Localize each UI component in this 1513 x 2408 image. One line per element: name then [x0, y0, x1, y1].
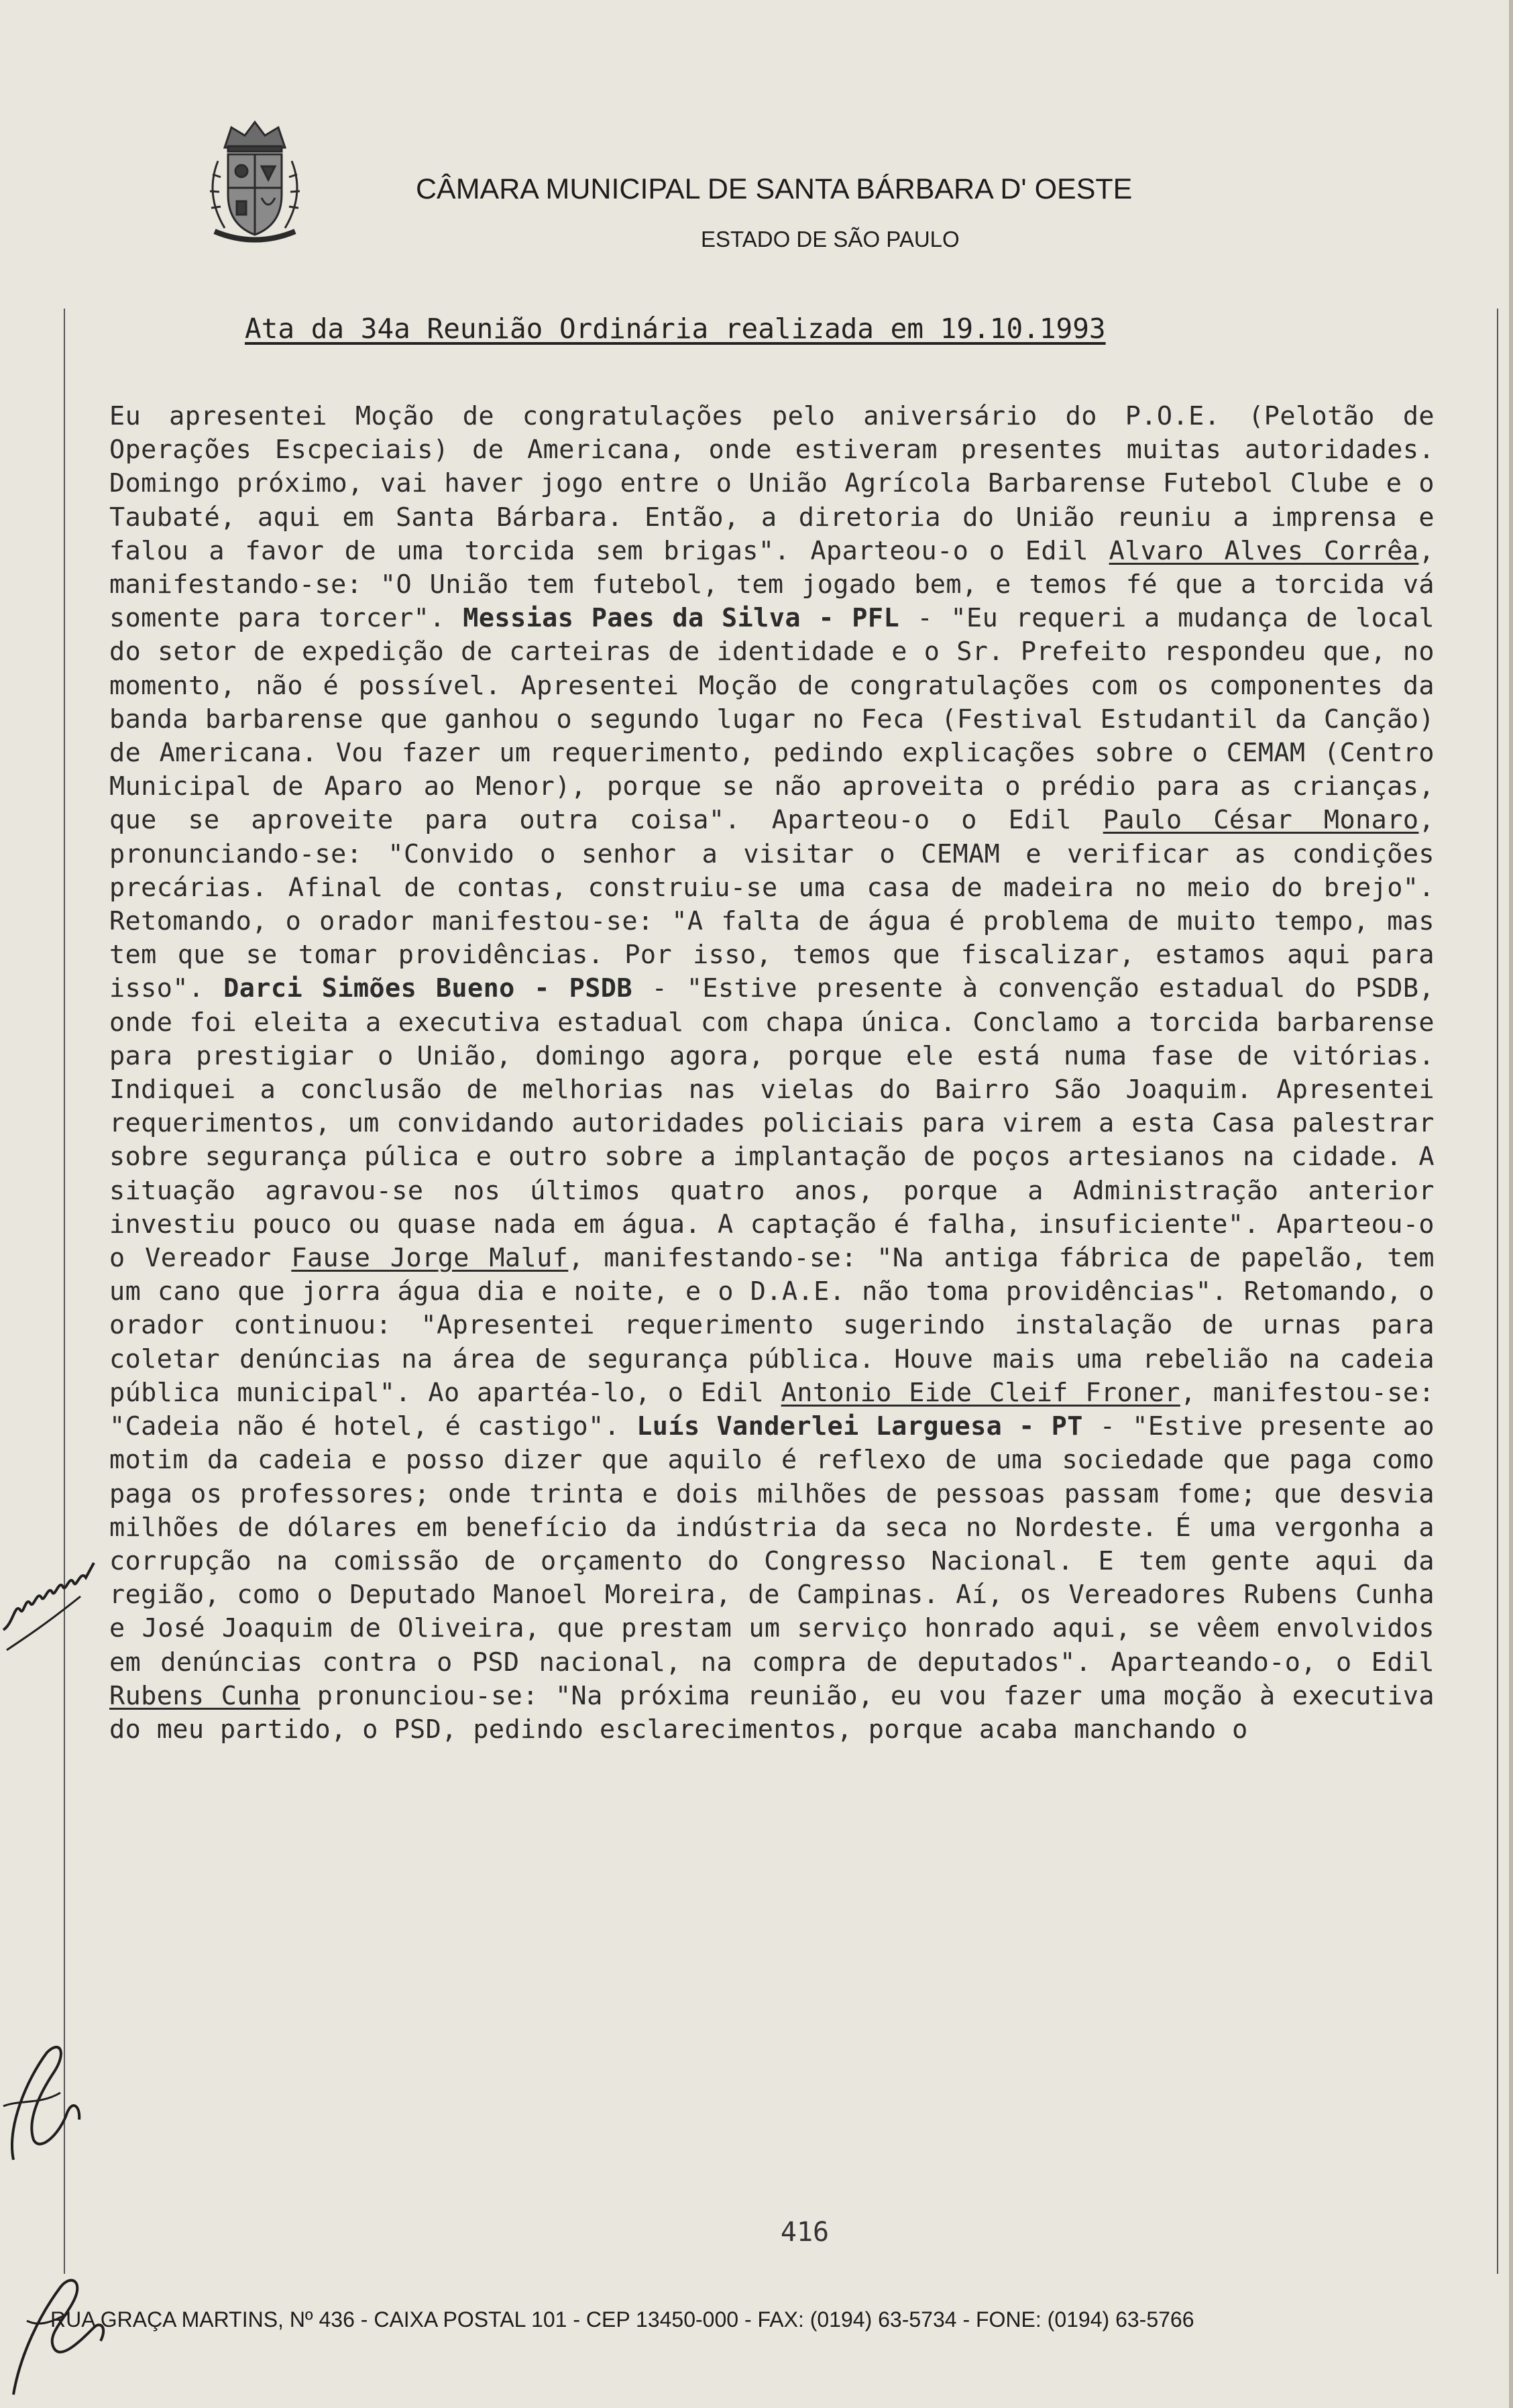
text-segment: , manifestando-se: "Na antiga fábrica de papelão, tem um cano que jorra água dia e noite, e o D.A.E. não toma providências". Retomando, o orador continuou: "Apresentei requerimento sugerindo instalação de urnas para coletar denúncias na área de segurança pública. Houve mais uma rebelião na cadeia pública municipal". Ao apartéa-lo, o Edil: [109, 1243, 1435, 1408]
signature-icon: [0, 1523, 101, 1657]
text-segment: Eu apresentei Moção de congratulações pelo aniversário do P.O.E. (Pelotão de Operações Escpeciais) de Americana, onde estiveram presentes muitas autoridades. Domingo próximo, vai haver jogo entre o União Agrícola Barbarense Futebol Clube e o Taubaté, aqui em Santa Bárbara. Então, a diretoria do União reuniu a imprensa e falou a favor de uma torcida sem brigas". Aparteou-o o Edil: [109, 401, 1435, 566]
text-segment: - "Eu requeri a mudança de local do setor de expedição de carteiras de identidade e o Sr. Prefeito respondeu que, no momento, não é possível. Apresentei Moção de congratulações com os componentes da banda barbarense que ganhou o segundo lugar no Feca (Festival Estudantil da Canção) de Americana. Vou fazer um requerimento, pedindo explicações sobre o CEMAM (Centro Municipal de Aparo ao Menor), porque se não aproveita o prédio para as crianças, que se aproveite para outra coisa". Aparteou-o o Edil: [109, 603, 1435, 836]
speaker-name: Darci Simões Bueno - PSDB: [223, 973, 632, 1004]
edil-name: Rubens Cunha: [109, 1680, 300, 1711]
page-number: 416: [780, 2217, 830, 2248]
speaker-name: Luís Vanderlei Larguesa - PT: [636, 1411, 1083, 1442]
left-margin-rule: [64, 309, 65, 2274]
signature-icon: [0, 2026, 94, 2173]
document-title: Ata da 34a Reunião Ordinária realizada em 19.10.1993: [245, 313, 1106, 345]
right-margin-rule: [1497, 309, 1498, 2274]
speaker-name: Messias Paes da Silva - PFL: [463, 603, 900, 634]
signature-icon: [0, 2234, 114, 2401]
text-segment: - "Estive presente à convenção estadual do PSDB, onde foi eleita a executiva estadual com chapa única. Conclamo a torcida barbarense para prestigiar o União, domingo agora, porque ele está numa fase de vitórias. Indiquei a conclusão de melhorias nas vielas do Bairro São Joaquim. Apresentei requerimentos, um convidando autoridades policiais para virem a esta Casa palestrar sobre segurança púlica e outro sobre a implantação de poços artesianos na cidade. A situação agravou-se nos últimos quatro anos, porque a Administração anterior investiu pouco ou quase nada em água. A captação é falha, insuficiente". Aparteou-o o Vereador: [109, 973, 1435, 1274]
organization-name: CÂMARA MUNICIPAL DE SANTA BÁRBARA D' OESTE: [416, 173, 1133, 205]
text-segment: - "Estive presente ao motim da cadeia e posso dizer que aquilo é reflexo de uma sociedade que paga como paga os professores; onde trinta e dois milhões de pessoas passam fome; que desvia milhões de dólares em benefício da indústria da seca no Nordeste. É uma vergonha a corrupção na comissão de orçamento do Congresso Nacional. E tem gente aqui da região, como o Deputado Manoel Moreira, de Campinas. Aí, os Vereadores Rubens Cunha e José Joaquim de Oliveira, que prestam um serviço honrado aqui, se vêem envolvidos em denúncias contra o PSD nacional, na compra de deputados". Aparteando-o, o Edil: [109, 1411, 1435, 1678]
organization-state: ESTADO DE SÃO PAULO: [701, 227, 960, 252]
footer-address: RUA GRAÇA MARTINS, Nº 436 - CAIXA POSTAL 101 - CEP 13450-000 - FAX: (0194) 63-5734 - FONE: (0194) 63-5766: [50, 2307, 1194, 2332]
edil-name: Alvaro Alves Corrêa: [1109, 535, 1419, 566]
text-segment: , manifestando-se: "O União tem futebol, tem jogado bem, e temos fé que a torcida vá somente para torcer".: [109, 535, 1435, 634]
edil-name: Antonio Eide Cleif Froner: [781, 1377, 1180, 1408]
text-segment: , manifestou-se: "Cadeia não é hotel, é castigo".: [109, 1377, 1435, 1442]
page-edge-shadow: [1509, 0, 1513, 2408]
text-segment: , pronunciando-se: "Convido o senhor a visitar o CEMAM e verificar as condições precárias. Afinal de contas, construiu-se uma casa de madeira no meio do brejo". Retomando, o orador manifestou-se: "A falta de água é problema de muito tempo, mas tem que se tomar providências. Por isso, temos que fiscalizar, estamos aqui para isso".: [109, 805, 1435, 1004]
edil-name: Paulo César Monaro: [1103, 805, 1419, 836]
edil-name: Fause Jorge Maluf: [291, 1243, 569, 1274]
coat-of-arms-icon: [198, 114, 312, 248]
text-segment: pronunciou-se: "Na próxima reunião, eu vou fazer uma moção à executiva do meu partido, o PSD, pedindo esclarecimentos, porque acaba manchando o: [109, 1680, 1435, 1745]
minutes-body-text: [109, 400, 1435, 1747]
